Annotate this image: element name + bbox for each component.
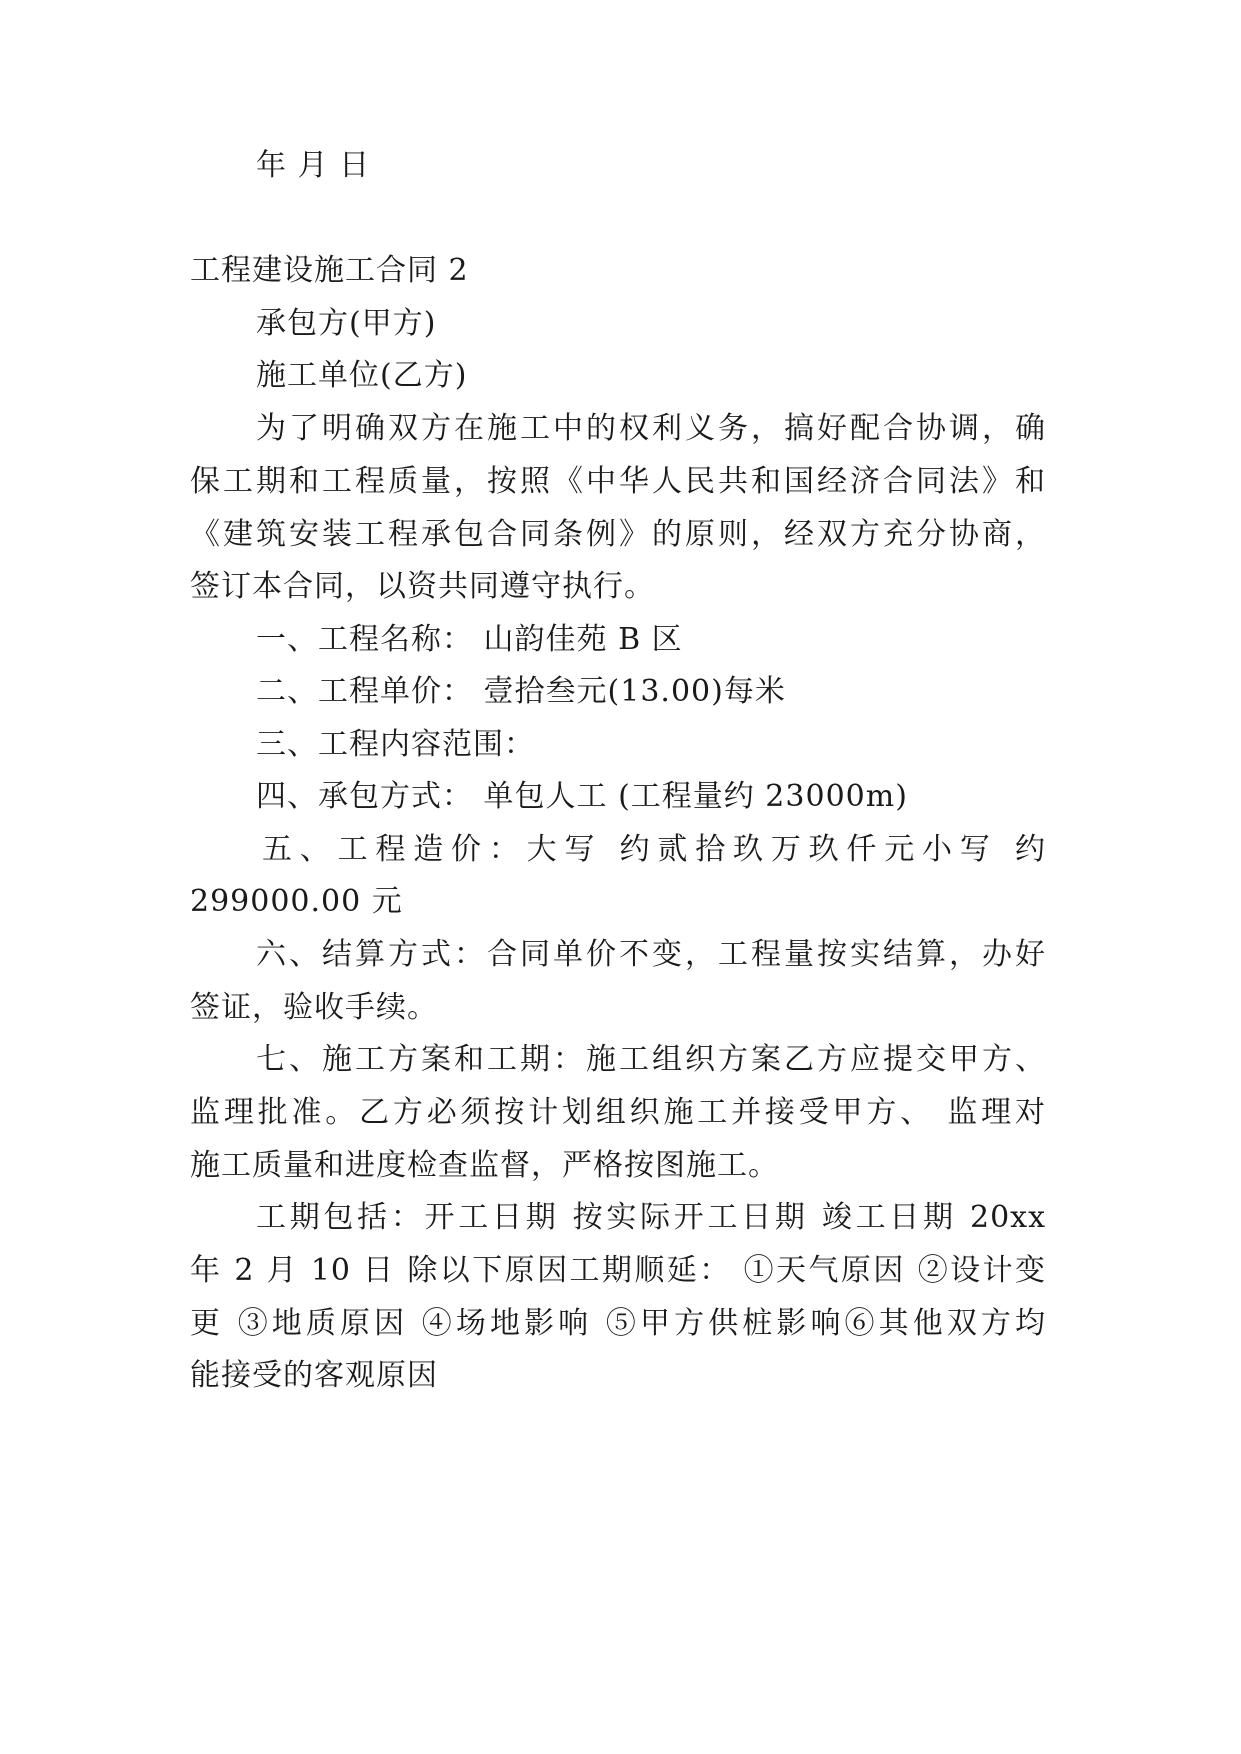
period-line-3: 更 ③地质原因 ④场地影响 ⑤甲方供桩影响⑥其他双方均 (190, 1306, 1046, 1341)
clause-settlement-line-1: 六、结算方式：合同单价不变，工程量按实结算，办好 (256, 937, 1046, 972)
clause-unit-price: 二、工程单价： 壹拾叁元(13.00)每米 (256, 674, 786, 709)
preamble-line-4: 签订本合同，以资共同遵守执行。 (190, 569, 655, 604)
period-line-2: 年 2 月 10 日 除以下原因工期顺延： ①天气原因 ②设计变 (190, 1253, 1046, 1288)
period-line-1: 工期包括：开工日期 按实际开工日期 竣工日期 20xx (256, 1200, 1046, 1235)
contract-title: 工程建设施工合同 2 (190, 253, 469, 288)
clause-project-name: 一、工程名称： 山韵佳苑 B 区 (256, 622, 683, 657)
clause-plan-line-1: 七、施工方案和工期：施工组织方案乙方应提交甲方、 (256, 1042, 1046, 1077)
party-b-line: 施工单位(乙方) (256, 358, 468, 393)
clause-scope: 三、工程内容范围： (256, 727, 535, 762)
party-a-line: 承包方(甲方) (256, 306, 437, 341)
clause-settlement-line-2: 签证，验收手续。 (190, 990, 438, 1025)
clause-plan-line-2: 监理批准。乙方必须按计划组织施工并接受甲方、 监理对 (190, 1095, 1046, 1130)
clause-cost-line-2: 299000.00 元 (190, 884, 403, 919)
preamble-line-2: 保工期和工程质量，按照《中华人民共和国经济合同法》和 (190, 464, 1046, 499)
period-line-4: 能接受的客观原因 (190, 1358, 438, 1393)
preamble-line-3: 《建筑安装工程承包合同条例》的原则，经双方充分协商， (190, 517, 1046, 552)
clause-cost-line-1: 五、工程造价：大写 约贰拾玖万玖仟元小写 约 (262, 832, 1046, 867)
clause-contract-method: 四、承包方式： 单包人工 (工程量约 23000m) (256, 779, 908, 814)
preamble-line-1: 为了明确双方在施工中的权利义务，搞好配合协调，确 (256, 411, 1046, 446)
clause-plan-line-3: 施工质量和进度检查监督，严格按图施工。 (190, 1148, 779, 1183)
date-line: 年 月 日 (256, 148, 371, 183)
